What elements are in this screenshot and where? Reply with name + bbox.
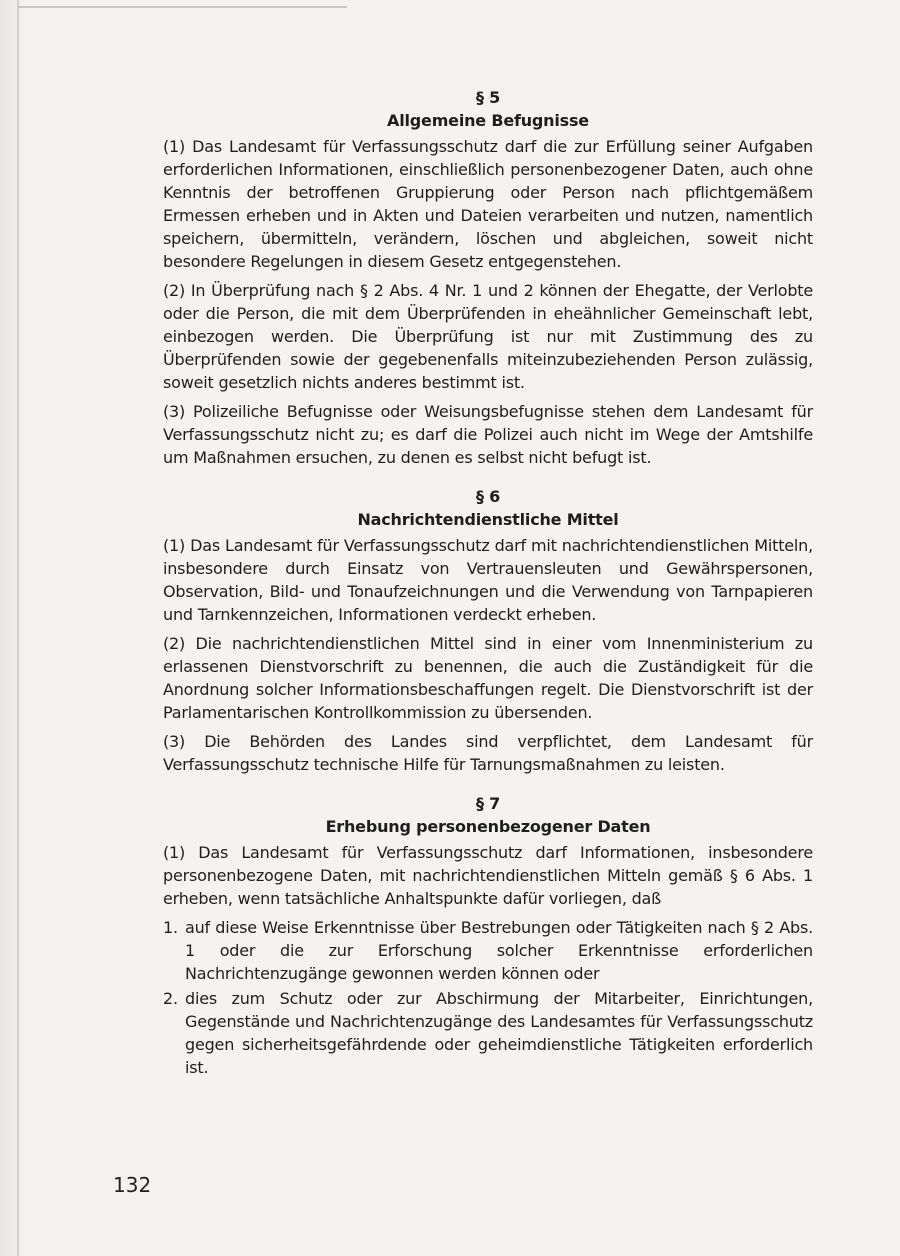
section-7 xyxy=(163,792,813,1079)
list-text: auf diese Weise Erkenntnisse über Bestrebungen oder Tätigkeiten nach § 2 Abs. 1 oder die zur Erforschung solcher Erkenntnisse erforderlichen Nachrichtenzugänge gewonnen werden können oder xyxy=(185,918,813,983)
page-number: 132 xyxy=(113,1173,152,1197)
section-title: Allgemeine Befugnisse xyxy=(387,111,589,130)
section-6 xyxy=(163,485,813,776)
list-item xyxy=(163,916,813,985)
section-5 xyxy=(163,86,813,469)
paragraph: (3) Die Behörden des Landes sind verpflichtet, dem Landesamt für Verfassungsschutz technische Hilfe für Tarnungsmaßnahmen zu leisten. xyxy=(163,732,813,774)
section-number: § 7 xyxy=(475,794,501,813)
paragraph: (1) Das Landesamt für Verfassungsschutz darf Informationen, insbesondere personenbezogene Daten, mit nachrichtendienstlichen Mitteln gemäß § 6 Abs. 1 erheben, wenn tatsächliche Anhaltspunkte dafür vorliegen, daß xyxy=(163,843,813,908)
section-title: Erhebung personenbezogener Daten xyxy=(325,817,651,836)
scan-line-top xyxy=(17,6,347,8)
paragraph: (2) Die nachrichtendienstlichen Mittel sind in einer vom Innenministerium zu erlassenen Dienstvorschrift zu benennen, die auch die Zuständigkeit für die Anordnung solcher Informationsbeschaffungen regelt. Die Dienstvorschrift ist der Parlamentarischen Kontrollkommission zu übersenden. xyxy=(163,634,813,722)
paragraph: (3) Polizeiliche Befugnisse oder Weisungsbefugnisse stehen dem Landesamt für Verfassungsschutz nicht zu; es darf die Polizei auch nicht im Wege der Amtshilfe um Maßnahmen ersuchen, zu denen es selbst nicht befugt ist. xyxy=(163,402,813,467)
paragraph: (1) Das Landesamt für Verfassungsschutz darf die zur Erfüllung seiner Aufgaben erforderlichen Informationen, einschließlich personenbezogener Daten, auch ohne Kenntnis der betroffenen Gruppierung oder Person nach pflichtgemäßem Ermessen erheben und in Akten und Dateien verarbeiten und nutzen, namentlich speichern, übermitteln, verändern, löschen und abgleichen, soweit nicht besondere Regelungen in diesem Gesetz entgegenstehen. xyxy=(163,137,813,271)
scan-edge xyxy=(0,0,26,1256)
paragraph: (1) Das Landesamt für Verfassungsschutz darf mit nachrichtendienstlichen Mitteln, insbesondere durch Einsatz von Vertrauensleuten und Gewährspersonen, Observation, Bild- und Tonaufzeichnungen und die Verwendung von Tarnpapieren und Tarnkennzeichen, Informationen verdeckt erheben. xyxy=(163,536,813,624)
section-number: § 5 xyxy=(475,88,501,107)
page-content xyxy=(163,86,813,1085)
section-title: Nachrichtendienstliche Mittel xyxy=(357,510,619,529)
paragraph: (2) In Überprüfung nach § 2 Abs. 4 Nr. 1 und 2 können der Ehegatte, der Verlobte oder die Person, die mit dem Überprüfenden in eheähnlicher Gemeinschaft lebt, einbezogen werden. Die Überprüfung ist nur mit Zustimmung des zu Überprüfenden sowie der gegebenenfalls miteinzubeziehenden Person zulässig, soweit gesetzlich nichts anderes bestimmt ist. xyxy=(163,281,813,392)
list-item xyxy=(163,987,813,1079)
list-number: 1. xyxy=(163,918,178,937)
section-number: § 6 xyxy=(475,487,501,506)
numbered-list xyxy=(163,916,813,1079)
list-text: dies zum Schutz oder zur Abschirmung der Mitarbeiter, Einrichtungen, Gegenstände und Nachrichtenzugänge des Landesamtes für Verfassungsschutz gegen sicherheitsgefährdende oder geheimdienstliche Tätigkeiten erforderlich ist. xyxy=(185,989,813,1077)
list-number: 2. xyxy=(163,989,178,1008)
scan-line-left xyxy=(17,0,19,1256)
